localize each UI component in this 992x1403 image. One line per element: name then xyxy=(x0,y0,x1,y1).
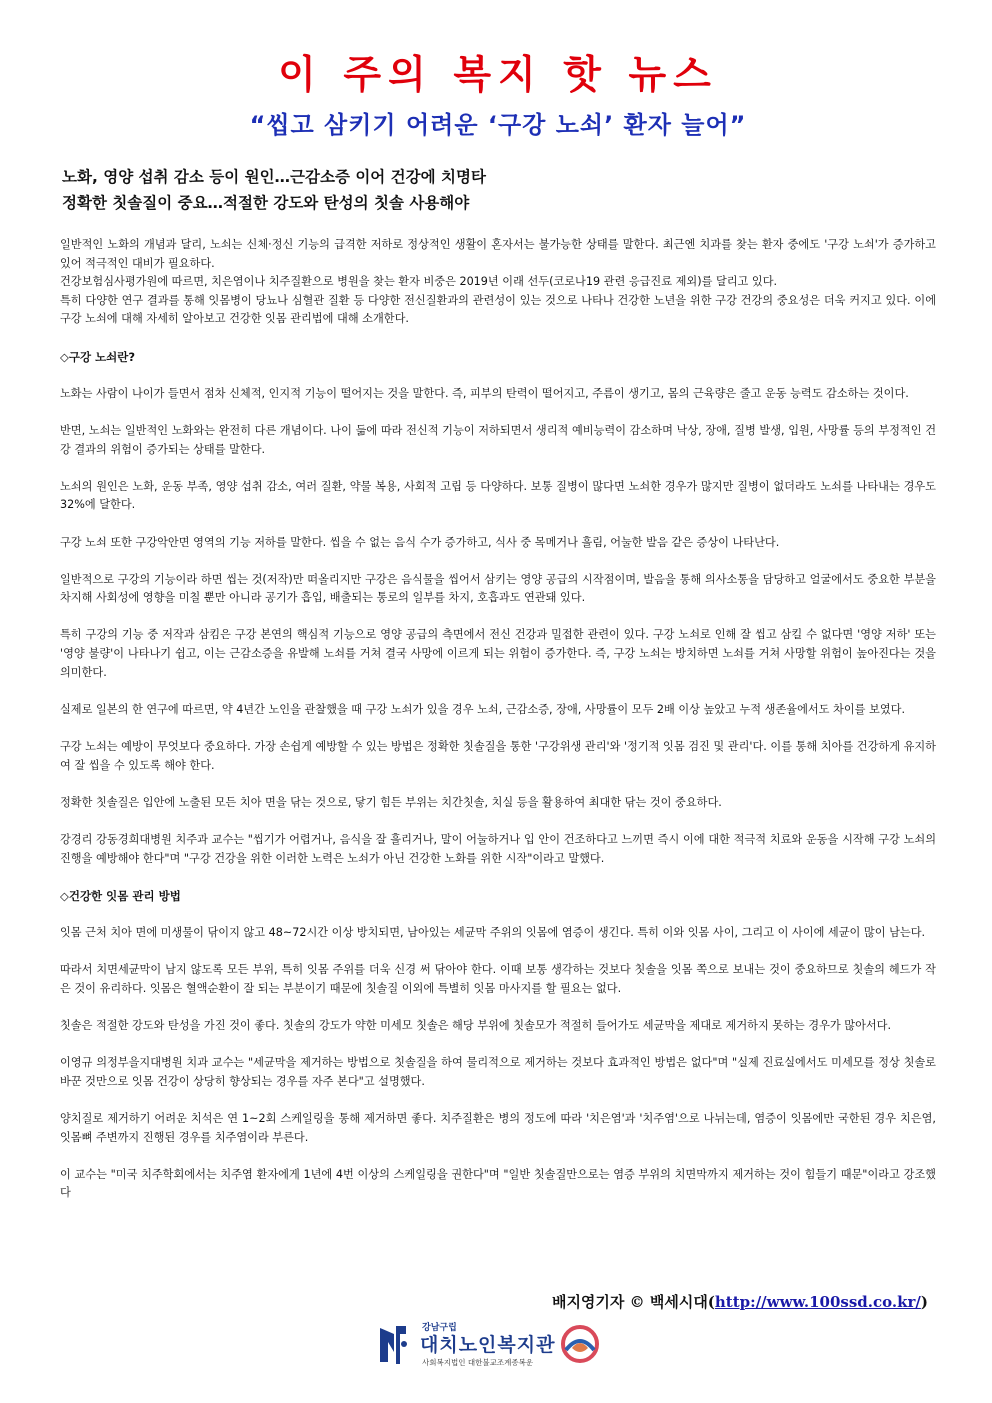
article-body xyxy=(60,236,936,1203)
body-paragraph: 잇몸 근처 치아 면에 미생물이 닦이지 않고 48~72시간 이상 방치되면, 남아있는 세균막 주위의 잇몸에 염증이 생긴다. 특히 이와 잇몸 사이, 그리고 이 사이에 세균이 많이 남는다. xyxy=(60,925,926,939)
logo-name: 대치노인복지관 xyxy=(420,1334,556,1356)
welfare-center-mark-icon xyxy=(376,1322,410,1368)
body-paragraph: 정확한 칫솔질은 입안에 노출된 모든 치아 면을 닦는 것으로, 닿기 힘든 부위는 치간칫솔, 치실 등을 활용하여 최대한 닦는 것이 중요하다. xyxy=(60,795,722,809)
body-paragraph: 구강 노쇠는 예방이 무엇보다 중요하다. 가장 손쉽게 예방할 수 있는 방법은 정확한 칫솔질을 통한 '구강위생 관리'와 '정기적 잇몸 검진 및 관리'다. 이를 통해 치아를 건강하게 유지하여 잘 씹을 수 있도록 해야 한다. xyxy=(60,740,936,772)
byline-text: 배지영기자 © 백세시대( xyxy=(551,1293,715,1311)
lotus-emblem-icon xyxy=(558,1324,602,1364)
body-paragraph: 이영규 의정부을지대병원 치과 교수는 "세균막을 제거하는 방법으로 칫솔질을 하여 물리적으로 제거하는 것보다 효과적인 방법은 없다"며 "실제 진료실에서도 미세모를 정상 칫솔로 바꾼 것만으로 잇몸 건강이 상당히 향상되는 경우를 자주 본다"고 설명했다. xyxy=(60,1056,936,1088)
body-paragraph: 따라서 치면세균막이 남지 않도록 모든 부위, 특히 잇몸 주위를 더욱 신경 써 닦아야 한다. 이때 보통 생각하는 것보다 칫솔을 잇몸 쪽으로 보내는 것이 중요하므로 칫솔의 헤드가 작은 것이 유리하다. 잇몸은 혈액순환이 잘 되는 부분이기 때문에 칫솔질 이외에 특별히 잇몸 마사지를 할 필요는 없다. xyxy=(60,963,936,995)
body-paragraph: 반면, 노쇠는 일반적인 노화와는 완전히 다른 개념이다. 나이 듦에 따라 전신적 기능이 저하되면서 생리적 예비능력이 감소하며 낙상, 장애, 질병 발생, 입원, 사망률 등의 부정적인 건강 결과의 위험이 증가되는 상태를 말한다. xyxy=(60,423,936,456)
section-heading: ◇구강 노쇠란? xyxy=(60,349,136,364)
article-headline: “씹고 삼키기 어려운 ‘구강 노쇠’ 환자 늘어” xyxy=(249,111,747,139)
source-link[interactable]: http://www.100ssd.co.kr/ xyxy=(714,1293,921,1311)
body-paragraph: 구강 노쇠 또한 구강악안면 영역의 기능 저하를 말한다. 씹을 수 없는 음식 수가 증가하고, 식사 중 목메거나 흘림, 어눌한 발음 같은 증상이 나타난다. xyxy=(60,535,780,549)
intro-paragraph: 일반적인 노화의 개념과 달리, 노쇠는 신체·정신 기능의 급격한 저하로 정상적인 생활이 혼자서는 불가능한 상태를 말한다. 최근엔 치과를 찾는 환자 중에도 '구강 노쇠'가 증가하고 있어 적극적인 대비가 필요하다. xyxy=(60,238,936,270)
body-paragraph: 이 교수는 "미국 치주학회에서는 치주염 환자에게 1년에 4번 이상의 스케일링을 권한다"며 "일반 칫솔질만으로는 염증 부위의 치면막까지 제거하는 것이 힘들기 때문"이라고 강조했다 xyxy=(60,1167,936,1200)
lead-line-2: 정확한 칫솔질이 중요…적절한 강도와 탄성의 칫솔 사용해야 xyxy=(62,194,470,212)
body-paragraph: 일반적으로 구강의 기능이라 하면 씹는 것(저작)만 떠올리지만 구강은 음식물을 씹어서 삼키는 영양 공급의 시작점이며, 발음을 통해 의사소통을 담당하고 얼굴에서도 중요한 부분을 차지해 사회성에 영향을 미칠 뿐만 아니라 공기가 흡입, 배출되는 통로의 일부를 차지, 호흡과도 연관돼 있다. xyxy=(60,572,936,605)
logo-subtitle: 사회복지법인 대한불교조계종복운 xyxy=(422,1358,534,1367)
body-paragraph: 노쇠의 원인은 노화, 운동 부족, 영양 섭취 감소, 여러 질환, 약물 복용, 사회적 고립 등 다양하다. 보통 질병이 많다면 노쇠한 경우가 많지만 질병이 없더라도 노쇠를 나타내는 경우도 32%에 달한다. xyxy=(60,479,936,512)
byline-close: ) xyxy=(920,1293,928,1311)
welfare-center-logo xyxy=(376,1320,616,1372)
intro-paragraph: 특히 다양한 연구 결과를 통해 잇몸병이 당뇨나 심혈관 질환 등 다양한 전신질환과의 관련성이 있는 것으로 나타나 건강한 노년을 위한 구강 건강의 중요성은 더욱 커지고 있다. 이에 구강 노쇠에 대해 자세히 알아보고 건강한 잇몸 관리법에 대해 소개한다. xyxy=(60,293,936,326)
page-title: 이 주의 복지 핫 뉴스 xyxy=(278,53,718,98)
body-paragraph: 양치질로 제거하기 어려운 치석은 연 1~2회 스케일링을 통해 제거하면 좋다. 치주질환은 병의 정도에 따라 '치은염'과 '치주염'으로 나뉘는데, 염증이 잇몸에만 국한된 경우 치은염, 잇몸뼈 주변까지 진행된 경우를 치주염이라 부른다. xyxy=(60,1111,936,1144)
byline xyxy=(552,1291,928,1313)
body-paragraph: 칫솔은 적절한 강도와 탄성을 가진 것이 좋다. 칫솔의 강도가 약한 미세모 칫솔은 해당 부위에 칫솔모가 적절히 들어가도 세균막을 제대로 제거하지 못하는 경우가 많아서다. xyxy=(60,1018,892,1032)
body-paragraph: 강경리 강동경희대병원 치주과 교수는 "씹기가 어렵거나, 음식을 잘 흘리거나, 말이 어눌하거나 입 안이 건조하다고 느끼면 즉시 이에 대한 적극적 치료와 운동을 시작해 구강 노쇠의 진행을 예방해야 한다"며 "구강 건강을 위한 이러한 노력은 노쇠가 아닌 건강한 노화를 위한 시작"이라고 말했다. xyxy=(60,833,936,865)
section-heading: ◇건강한 잇몸 관리 방법 xyxy=(60,888,181,903)
body-paragraph: 노화는 사람이 나이가 들면서 점차 신체적, 인지적 기능이 떨어지는 것을 말한다. 즉, 피부의 탄력이 떨어지고, 주름이 생기고, 몸의 근육량은 줄고 운동 능력도 감소하는 것이다. xyxy=(60,386,909,400)
body-paragraph: 실제로 일본의 한 연구에 따르면, 약 4년간 노인을 관찰했을 때 구강 노쇠가 있을 경우 노쇠, 근감소증, 장애, 사망률이 모두 2배 이상 높았고 누적 생존율에서도 차이를 보였다. xyxy=(60,702,906,716)
logo-district-label: 강남구립 xyxy=(422,1323,457,1333)
intro-paragraph: 건강보험심사평가원에 따르면, 치은염이나 치주질환으로 병원을 찾는 환자 비중은 2019년 이래 선두(코로나19 관련 응급진료 제외)를 달리고 있다. xyxy=(60,275,778,289)
article xyxy=(60,48,936,1203)
body-paragraph: 특히 구강의 기능 중 저작과 삼킴은 구강 본연의 핵심적 기능으로 영양 공급의 측면에서 전신 건강과 밀접한 관련이 있다. 구강 노쇠로 인해 잘 씹고 삼킬 수 없다면 '영양 저하' 또는 '영양 불량'이 나타나기 쉽고, 이는 근감소증을 유발해 노쇠를 거쳐 결국 사망에 이르게 되는 위험이 증가한다. 즉, 구강 노쇠는 방치하면 노쇠를 거쳐 사망할 위험이 높아진다는 것을 의미한다. xyxy=(60,628,936,679)
lead-line-1: 노화, 영양 섭취 감소 등이 원인…근감소증 이어 건강에 치명타 xyxy=(62,168,486,186)
